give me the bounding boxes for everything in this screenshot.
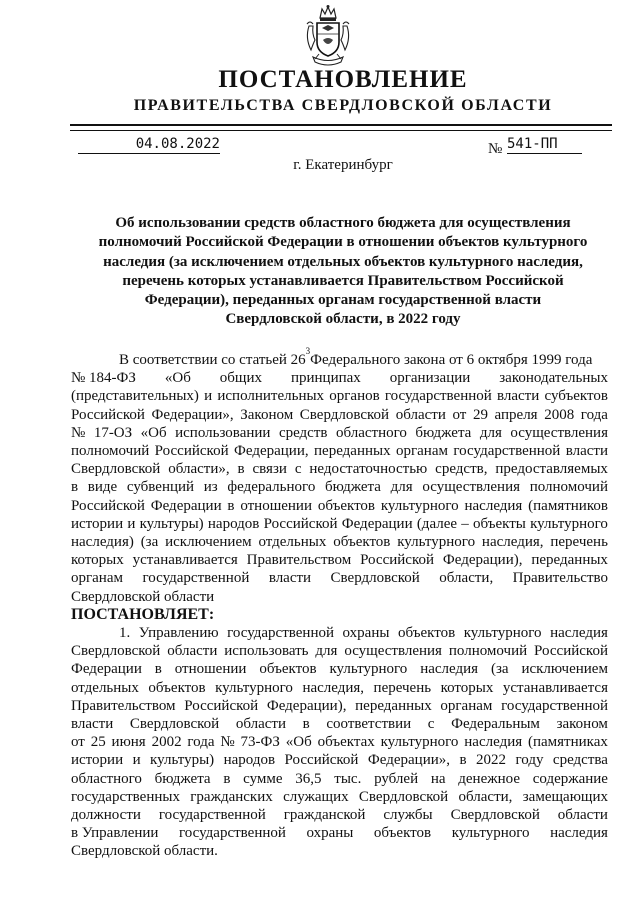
word: (памятниках [527, 734, 608, 751]
clause-line [71, 642, 608, 660]
preamble-line [71, 515, 608, 533]
word: соответствии [326, 716, 412, 733]
word: виде [87, 479, 118, 496]
word: и [132, 752, 141, 769]
word: власти [497, 388, 540, 405]
word: Свердловской [358, 788, 449, 805]
word: объекты [472, 515, 526, 532]
word: Российской [184, 697, 259, 714]
word: апреля [494, 406, 538, 423]
issuing-authority: ПРАВИТЕЛЬСТВА СВЕРДЛОВСКОЙ ОБЛАСТИ [133, 97, 553, 114]
document-body [71, 346, 608, 861]
word: в [154, 661, 162, 678]
word: власти [71, 716, 114, 733]
word: гражданских [190, 788, 273, 805]
word: должности [71, 807, 141, 824]
header-divider [70, 124, 612, 131]
word: объектов [317, 497, 376, 514]
word: общих [219, 370, 263, 387]
word: области [167, 643, 218, 660]
subject-line: полномочий Российской Федерации в отношении объектов культурного [98, 234, 588, 251]
clause-line [71, 679, 608, 697]
resolves-heading: ПОСТАНОВЛЯЕТ: [71, 605, 215, 623]
word: в [71, 479, 79, 496]
word: сумме [243, 770, 283, 787]
word: (за [140, 534, 159, 551]
word: государственной [384, 388, 492, 405]
document-subject [88, 214, 598, 330]
word: которых [71, 552, 124, 569]
word: «Об [140, 424, 167, 441]
word: средств [278, 424, 328, 441]
word: из [203, 479, 218, 496]
word: Федерации), [266, 697, 347, 714]
word: в Управлении [71, 825, 159, 842]
word: «Об [285, 734, 312, 751]
word: исключением [165, 534, 252, 551]
word: народов [223, 752, 276, 769]
word: Российской [534, 643, 608, 660]
word: года [580, 406, 608, 423]
word: 2008 [544, 406, 575, 423]
word: (представительных) [71, 388, 199, 405]
word: государственной [501, 697, 608, 714]
word: Российской [263, 515, 338, 532]
word: культурного [215, 679, 293, 696]
word: Российской [360, 552, 435, 569]
word: для [315, 643, 338, 660]
word: Управлению [138, 625, 219, 642]
word: Федерации), [442, 552, 523, 569]
word: области, [439, 570, 494, 587]
word: наследия, [302, 679, 365, 696]
word: Федерации [150, 497, 222, 514]
preamble-intro: В соответствии со статьей 26 [119, 352, 306, 368]
clause-line [71, 770, 608, 788]
word: 25 [90, 734, 106, 751]
word: Правительство [512, 570, 608, 587]
word: наследия [464, 497, 523, 514]
word: области [395, 406, 446, 423]
number-sign: № [488, 141, 503, 157]
word: культурного [380, 497, 459, 514]
clause-line [71, 788, 608, 806]
word: наследия [550, 625, 608, 642]
subject-line: Федерации), переданных органам государственной власти [144, 292, 542, 309]
word: 1. [119, 625, 131, 642]
word: переданных [355, 697, 432, 714]
word: средства [552, 752, 608, 769]
word: области», [168, 461, 230, 478]
word: которых [440, 679, 494, 696]
word: 2022 [476, 752, 507, 769]
word: объектах [317, 734, 375, 751]
word: Свердловской [299, 406, 390, 423]
word: для [390, 479, 413, 496]
word: объектов [333, 534, 391, 551]
preamble-line [71, 478, 608, 496]
word: субъектов [544, 388, 608, 405]
preamble-line [71, 460, 608, 478]
word: культурного [530, 515, 608, 532]
word: замещающих [522, 788, 608, 805]
word: и [127, 515, 136, 532]
preamble-line [71, 387, 608, 405]
word: переданных [314, 443, 391, 460]
word: Российской [154, 443, 229, 460]
word: культурного [451, 825, 530, 842]
word: устанавливается [502, 679, 608, 696]
word: служащих [283, 788, 349, 805]
clause-line [71, 715, 608, 733]
preamble-line [71, 369, 608, 387]
word: культурного [380, 734, 459, 751]
word: 36,5 [295, 770, 322, 787]
word: в [302, 716, 310, 733]
clause-line [71, 624, 608, 642]
word: области, [458, 788, 513, 805]
word: Свердловской [129, 716, 220, 733]
subject-line: наследия (за исключением отдельных объектов культурного наследия, [103, 253, 583, 270]
word: в [227, 497, 235, 514]
word: для [479, 424, 502, 441]
word: культурного [397, 534, 476, 551]
word: Российской [71, 406, 145, 423]
word: в [459, 752, 467, 769]
word: органам [396, 443, 448, 460]
word: осуществления [510, 424, 608, 441]
clause-line [71, 733, 608, 751]
preamble-line [71, 442, 608, 460]
word: Правительством [71, 697, 176, 714]
clause-line [71, 806, 608, 824]
preamble-line [71, 569, 608, 587]
word: Российской [71, 497, 145, 514]
word: – [461, 515, 469, 532]
word: Федерации», [367, 752, 451, 769]
word: наследия) [71, 534, 134, 551]
word: Свердловской [450, 807, 540, 824]
word: отношении [174, 661, 247, 678]
word: Свердловской [71, 461, 161, 478]
word: бюджета [415, 424, 472, 441]
word: Федерации [71, 661, 142, 678]
word: средств, [435, 461, 488, 478]
preamble-line [71, 424, 608, 442]
word: объектов [259, 661, 317, 678]
word: культуры) [150, 752, 215, 769]
word: народов [207, 515, 260, 532]
word: полномочий [71, 443, 150, 460]
word: Федерации [341, 515, 413, 532]
word: власти [268, 570, 312, 587]
word: тыс. [334, 770, 362, 787]
word: перечень [373, 679, 432, 696]
word: принципах [290, 370, 361, 387]
clause-line: Свердловской области. [71, 843, 218, 860]
word: наследия [464, 734, 523, 751]
city: г. Екатеринбург [293, 157, 393, 173]
preamble-line [71, 533, 608, 551]
word: Российской [284, 752, 359, 769]
word: осуществления [422, 479, 521, 496]
word: переданных [531, 552, 608, 569]
word: № [220, 734, 235, 751]
word: культурного [329, 661, 408, 678]
word: от [71, 734, 85, 751]
word: наследия [550, 825, 608, 842]
word: Федерации», [151, 406, 234, 423]
word: законом [556, 716, 608, 733]
word: бюджета [154, 770, 211, 787]
word: Федеральным [451, 716, 540, 733]
word: области [235, 716, 287, 733]
document-number: 541-ПП [507, 136, 582, 154]
word: государственной [142, 570, 250, 587]
word: истории [71, 752, 124, 769]
word: году [515, 752, 544, 769]
word: рублей [374, 770, 419, 787]
subject-line: перечень которых устанавливается Правительством Российской [122, 272, 564, 289]
word: государственной [227, 625, 334, 642]
word: от [452, 406, 467, 423]
word: и [204, 388, 213, 405]
word: отдельных [71, 679, 139, 696]
word: использовании [175, 424, 271, 441]
word: областного [71, 770, 142, 787]
word: культуры) [139, 515, 204, 532]
word: в [237, 461, 245, 478]
word: Правительством [246, 552, 352, 569]
preamble-line [71, 551, 608, 569]
word: истории [71, 515, 124, 532]
preamble-line [71, 406, 608, 424]
word: на [430, 770, 446, 787]
word: законодательных [499, 370, 608, 387]
word: охраны [342, 625, 390, 642]
preamble-line [71, 497, 608, 515]
word: службы [383, 807, 433, 824]
word: Федерации, [234, 443, 309, 460]
word: устанавливается [132, 552, 238, 569]
clause-line [71, 751, 608, 769]
word: содержание [532, 770, 608, 787]
word: 29 [472, 406, 488, 423]
word: «Об [164, 370, 191, 387]
subject-line: Об использовании средств областного бюджета для осуществления [115, 215, 571, 231]
word: исполнительных [217, 388, 325, 405]
word: областного [335, 424, 407, 441]
word: с [427, 716, 435, 733]
clause-line [71, 697, 608, 715]
word: гражданской [283, 807, 366, 824]
word: области [557, 807, 608, 824]
word: объектов [148, 679, 206, 696]
word: бюджета [325, 479, 381, 496]
word: использовать [224, 643, 309, 660]
word: года [187, 734, 215, 751]
word: исключением [521, 661, 608, 678]
word: отношении [240, 497, 312, 514]
word: полномочий [448, 643, 528, 660]
word: в [223, 770, 231, 787]
word: государственных [71, 788, 180, 805]
clause-line [71, 824, 608, 842]
document-type-title: ПОСТАНОВЛЕНИЕ [218, 66, 468, 93]
word: № 184-ФЗ [71, 370, 136, 387]
word: объектов [373, 825, 432, 842]
word: наследия [420, 661, 479, 678]
word: органам [440, 697, 493, 714]
word: охраны [306, 825, 354, 842]
word: субвенций [126, 479, 195, 496]
article-superscript: 3 [305, 346, 311, 356]
word: государственной [158, 807, 266, 824]
word: государственной [453, 443, 561, 460]
word: денежное [458, 770, 520, 787]
word: 73-ФЗ [240, 734, 280, 751]
word: организации [389, 370, 471, 387]
preamble-line: Свердловской области [71, 588, 215, 605]
document-date: 04.08.2022 [78, 136, 220, 154]
word: объектов [397, 625, 456, 642]
clause-line [71, 660, 608, 678]
word: с [294, 461, 302, 478]
word: осуществления [344, 643, 442, 660]
word: недостаточностью [309, 461, 428, 478]
word: Свердловской [330, 570, 420, 587]
word: (за [490, 661, 509, 678]
subject-line: Свердловской области, в 2022 году [225, 311, 461, 328]
word: Свердловской [71, 643, 161, 660]
word: государственной [179, 825, 286, 842]
coat-of-arms-icon [303, 4, 353, 68]
word: органам [71, 570, 123, 587]
word: 17-ОЗ [93, 424, 133, 441]
word: культурного [463, 625, 542, 642]
word: июня [111, 734, 146, 751]
word: власти [565, 443, 608, 460]
preamble-intro-cont: Федерального закона от 6 октября 1999 года [310, 352, 593, 368]
word: полномочий [529, 479, 608, 496]
word: 2002 [151, 734, 182, 751]
word: Законом [240, 406, 294, 423]
word: № [71, 424, 86, 441]
word: связи [252, 461, 287, 478]
word: перечень [550, 534, 608, 551]
word: федерального [227, 479, 316, 496]
word: (далее [416, 515, 458, 532]
word: отдельных [258, 534, 327, 551]
word: предоставляемых [495, 461, 608, 478]
preamble-line [71, 346, 608, 369]
word: наследия, [481, 534, 544, 551]
word: органов [329, 388, 380, 405]
word: (памятников [528, 497, 608, 514]
